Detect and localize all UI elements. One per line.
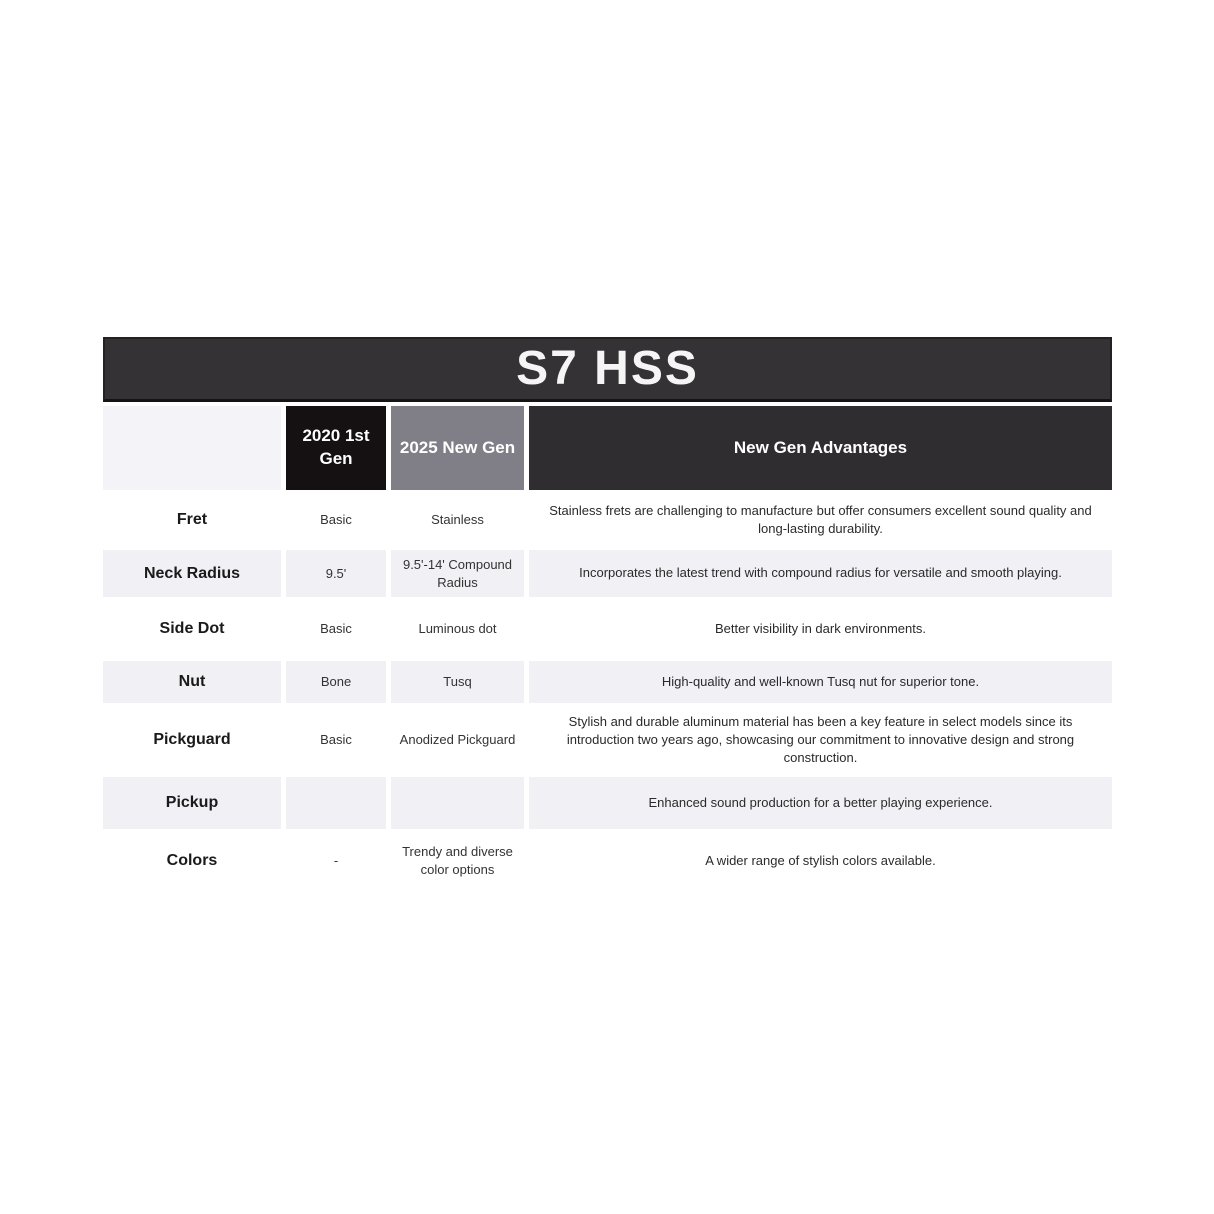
cell-fret-2025: Stainless bbox=[431, 512, 484, 528]
cell-pickguard-2020: Basic bbox=[320, 732, 352, 748]
header-2025-gen: 2025 New Gen bbox=[391, 406, 524, 490]
cell-side-dot-2025: Luminous dot bbox=[418, 621, 497, 637]
row-label-nut: Nut bbox=[103, 661, 281, 703]
row-label-pickguard: Pickguard bbox=[153, 731, 231, 748]
row-label-fret: Fret bbox=[176, 511, 208, 528]
cell-side-dot-advantage: Better visibility in dark environments. bbox=[715, 620, 926, 636]
spec-table bbox=[103, 406, 1112, 888]
cell-nut-advantage: High-quality and well-known Tusq nut for superior tone. bbox=[529, 661, 1112, 703]
row-label-pickup: Pickup bbox=[103, 777, 281, 829]
cell-pickguard-2025: Anodized Pickguard bbox=[399, 732, 516, 748]
header-2020-gen: 2020 1st Gen bbox=[286, 406, 386, 490]
cell-pickup-advantage: Enhanced sound production for a better playing experience. bbox=[529, 777, 1112, 829]
cell-colors-advantage: A wider range of stylish colors available. bbox=[705, 852, 936, 868]
cell-fret-2020: Basic bbox=[320, 512, 352, 528]
cell-nut-2025: Tusq bbox=[391, 661, 524, 703]
cell-pickup-2020 bbox=[286, 777, 386, 829]
cell-pickguard-advantage: Stylish and durable aluminum material has been a key feature in select models since its introduction two years ago, showcasing our commitment to innovative design and strong construction. bbox=[566, 713, 1075, 766]
cell-colors-2020: - bbox=[333, 853, 339, 869]
header-new-gen-advantages: New Gen Advantages bbox=[529, 406, 1112, 490]
table-title-bar bbox=[103, 337, 1112, 402]
spec-sheet bbox=[103, 337, 1112, 888]
row-label-neck-radius: Neck Radius bbox=[103, 550, 281, 597]
cell-pickup-2025 bbox=[391, 777, 524, 829]
row-label-colors: Colors bbox=[166, 852, 218, 869]
cell-neck-radius-2020: 9.5' bbox=[286, 550, 386, 597]
cell-neck-radius-advantage: Incorporates the latest trend with compound radius for versatile and smooth playing. bbox=[529, 550, 1112, 597]
row-label-side-dot: Side Dot bbox=[159, 620, 225, 637]
cell-neck-radius-2025: 9.5'-14' Compound Radius bbox=[391, 550, 524, 597]
cell-nut-2020: Bone bbox=[286, 661, 386, 703]
cell-fret-advantage: Stainless frets are challenging to manufacture but offer consumers excellent sound quality and long-lasting durability. bbox=[549, 502, 1092, 536]
cell-side-dot-2020: Basic bbox=[320, 621, 352, 637]
header-blank-cell bbox=[103, 406, 281, 490]
cell-colors-2025: Trendy and diverse color options bbox=[402, 844, 513, 877]
page-title: S7 HSS bbox=[516, 342, 699, 395]
